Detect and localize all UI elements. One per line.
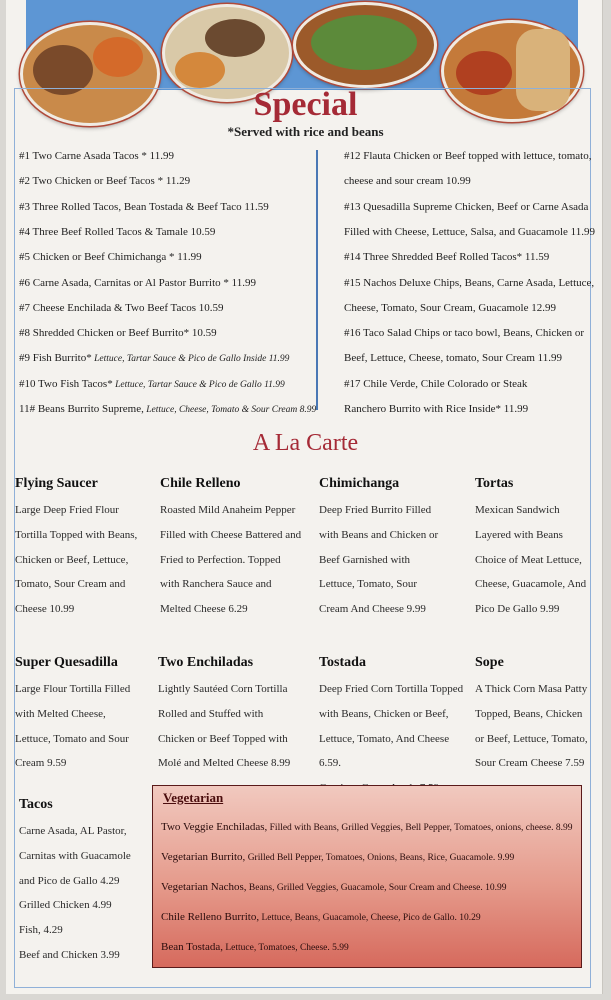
special-line: #13 Quesadilla Supreme Chicken, Beef or Carne Asada (344, 200, 589, 213)
alacarte-item-chile-relleno (160, 476, 310, 622)
special-line: #12 Flauta Chicken or Beef topped with lettuce, tomato, (344, 150, 592, 162)
special-subtitle: *Served with rice and beans (227, 124, 384, 139)
special-line: #14 Three Shredded Beef Rolled Tacos* 11.59 (344, 251, 550, 264)
food-photo-nachos (293, 2, 437, 88)
alacarte-item-super-quesadilla (15, 655, 155, 776)
alacarte-item-desc: Carne Asada, AL Pastor, Carnitas with Guacamole and Pico de Gallo 4.29 Grilled Chicken 4.99 Fish, 4.29 Beef and Chicken 3.99 (19, 825, 131, 961)
special-item: #2 Two Chicken or Beef Tacos * 11.29 (19, 175, 191, 188)
vegetarian-item: Vegetarian Burrito, Grilled Bell Pepper, Tomatoes, Onions, Beans, Rice, Guacamole. 9.99 (161, 851, 515, 863)
alacarte-item-tostada (319, 655, 469, 801)
alacarte-item-desc: Large Deep Fried Flour Tortilla Topped with Beans, Chicken or Beef, Lettuce, Tomato, Sour Cream and Cheese 10.99 (15, 504, 138, 616)
special-item: #8 Shredded Chicken or Beef Burrito* 10.59 (19, 327, 217, 340)
alacarte-item-flying-saucer (15, 476, 155, 622)
special-line: Ranchero Burrito with Rice Inside* 11.99 (344, 403, 529, 415)
special-line: Cheese, Tomato, Sour Cream, Guacamole 12.99 (344, 301, 556, 314)
alacarte-item-chimichanga (319, 476, 459, 622)
alacarte-item-name: Chile Relleno (160, 476, 241, 491)
alacarte-title: A La Carte (252, 430, 359, 456)
special-line: #15 Nachos Deluxe Chips, Beans, Carne Asada, Lettuce, (344, 276, 595, 289)
special-item: #7 Cheese Enchilada & Two Beef Tacos 10.59 (19, 301, 224, 314)
alacarte-item-tacos (19, 797, 149, 968)
vegetarian-title: Vegetarian (163, 790, 224, 805)
vegetarian-item: Two Veggie Enchiladas, Filled with Beans, Grilled Veggies, Bell Pepper, Tomatoes, onions, cheese. 8.99 (161, 821, 573, 833)
special-item: #4 Three Beef Rolled Tacos & Tamale 10.59 (19, 225, 216, 238)
alacarte-item-name: Chimichanga (319, 476, 400, 491)
special-item: #6 Carne Asada, Carnitas or Al Pastor Burrito * 11.99 (19, 276, 256, 289)
alacarte-item-desc: Lightly Sautéed Corn Tortilla Rolled and Stuffed with Chicken or Beef Topped with Molé and Melted Cheese 8.99 (158, 683, 291, 770)
alacarte-item-name: Two Enchiladas (158, 655, 254, 670)
alacarte-item-desc: Deep Fried Corn Tortilla Topped with Beans, Chicken or Beef, Lettuce, Tomato, And Cheese 6.59. (319, 683, 464, 770)
alacarte-item-name: Tostada (319, 655, 366, 670)
special-line: #16 Taco Salad Chips or taco bowl, Beans, Chicken or (344, 327, 585, 340)
special-item: #3 Three Rolled Tacos, Bean Tostada & Beef Taco 11.59 (19, 200, 269, 213)
special-item: #5 Chicken or Beef Chimichanga * 11.99 (19, 251, 202, 264)
special-item: #1 Two Carne Asada Tacos * 11.99 (19, 150, 174, 162)
alacarte-item-desc: Roasted Mild Anaheim Pepper Filled with Cheese Battered and Fried to Perfection. Topped with Ranchera Sauce and Melted Cheese 6.29 (160, 504, 302, 616)
alacarte-item-tortas (475, 476, 595, 622)
alacarte-item-desc: A Thick Corn Masa Patty Topped, Beans, Chicken or Beef, Lettuce, Tomato, Sour Cream Cheese 7.59 (475, 683, 588, 770)
alacarte-item-name: Flying Saucer (15, 476, 98, 491)
special-item: #10 Two Fish Tacos* Lettuce, Tartar Sauce & Pico de Gallo 11.99 (19, 377, 285, 390)
special-line: Beef, Lettuce, Cheese, tomato, Sour Cream 11.99 (344, 352, 563, 365)
alacarte-item-desc: Deep Fried Burrito Filled with Beans and Chicken or Beef Garnished with Lettuce, Tomato, Sour Cream And Cheese 9.99 (319, 504, 439, 616)
alacarte-item-name: Sope (475, 655, 504, 670)
vegetarian-item: Bean Tostada, Lettuce, Tomatoes, Cheese. 5.99 (161, 941, 349, 953)
special-line: cheese and sour cream 10.99 (344, 175, 471, 188)
special-line: Filled with Cheese, Lettuce, Salsa, and Guacamole 11.99 (344, 225, 595, 238)
alacarte-item-name: Tortas (475, 476, 514, 491)
alacarte-item-name: Super Quesadilla (15, 655, 118, 670)
vegetarian-item: Vegetarian Nachos, Beans, Grilled Veggies, Guacamole, Sour Cream and Cheese. 10.99 (161, 881, 507, 893)
specials-divider (316, 150, 318, 410)
special-line: #17 Chile Verde, Chile Colorado or Steak (344, 377, 528, 390)
special-item: 11# Beans Burrito Supreme, Lettuce, Cheese, Tomato & Sour Cream 8.99 (19, 403, 317, 415)
special-item: #9 Fish Burrito* Lettuce, Tartar Sauce & Pico de Gallo Inside 11.99 (19, 352, 290, 365)
alacarte-item-sope (475, 655, 595, 776)
alacarte-item-desc: Large Flour Tortilla Filled with Melted Cheese, Lettuce, Tomato and Sour Cream 9.59 (15, 683, 131, 770)
vegetarian-box (152, 785, 582, 968)
alacarte-item-two-enchiladas (158, 655, 308, 776)
vegetarian-item: Chile Relleno Burrito, Lettuce, Beans, Guacamole, Cheese, Pico de Gallo. 10.29 (161, 911, 481, 923)
special-title: Special (253, 86, 358, 123)
alacarte-item-desc: Mexican Sandwich Layered with Beans Choice of Meat Lettuce, Cheese, Guacamole, And Pico De Gallo 9.99 (475, 504, 587, 616)
alacarte-item-name: Tacos (19, 797, 53, 812)
